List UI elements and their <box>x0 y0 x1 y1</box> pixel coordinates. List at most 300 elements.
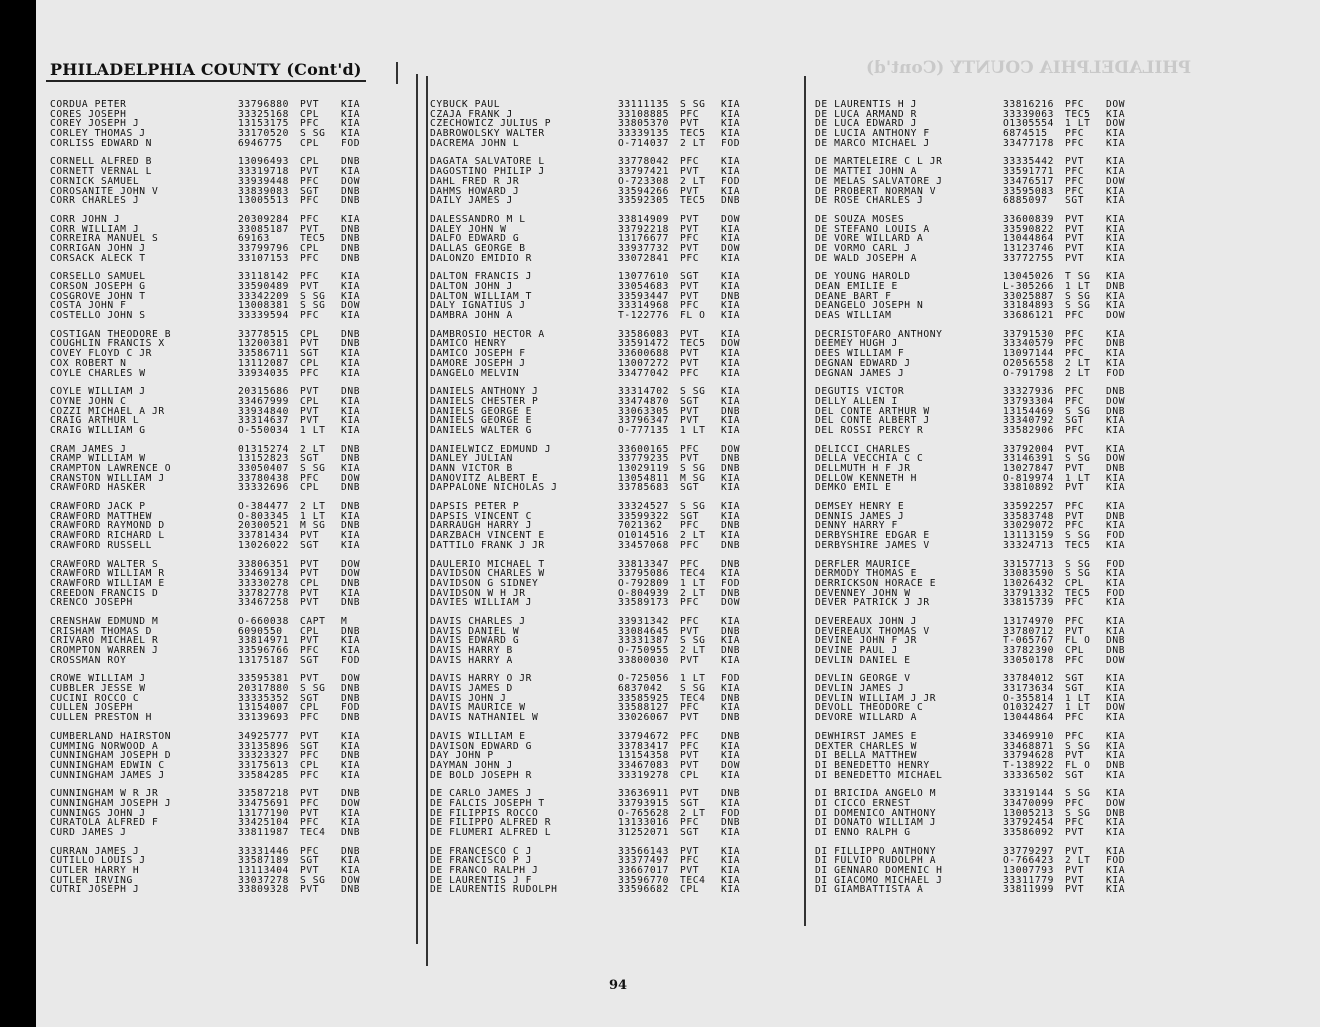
entry-rank: S SG <box>680 386 706 398</box>
entry-status: FOD <box>721 175 741 187</box>
entry-name: CURATOLA ALFRED F <box>50 817 159 829</box>
entry-rank: 2 LT <box>680 530 706 542</box>
entry-rank: S SG <box>300 290 326 302</box>
entry-rank: S SG <box>300 683 326 695</box>
entry-name: CRIVARO MICHAEL R <box>50 635 159 647</box>
entry-rank: SGT <box>300 348 320 360</box>
entry-serial: 20317880 <box>238 683 290 695</box>
entry-rank: 1 LT <box>1065 281 1091 292</box>
entry-serial: 13008381 <box>238 300 290 312</box>
entry-status: M <box>341 615 348 627</box>
entry-name: DEGNAN JAMES J <box>815 367 905 379</box>
entry-name: CULLEN PRESTON H <box>50 712 153 724</box>
entry-status: DNB <box>341 692 361 704</box>
entry-serial: 33323327 <box>238 750 290 762</box>
entry-serial: 33586092 <box>1003 827 1055 838</box>
entry-name: DAY JOHN P <box>430 750 494 762</box>
entry-rank: PVT <box>300 597 320 609</box>
entry-rank: 1 LT <box>1065 472 1091 484</box>
entry-name: DE YOUNG HAROLD <box>815 271 911 283</box>
entry-serial: 69163 <box>238 233 270 245</box>
entry-status: KIA <box>341 118 361 130</box>
entry-rank: PFC <box>300 310 320 322</box>
entry-name: COZZI MICHAEL A JR <box>50 405 165 417</box>
entry-rank: PFC <box>1065 712 1085 724</box>
entry-rank: PVT <box>1065 827 1085 838</box>
entry-serial: 33799796 <box>238 242 290 254</box>
entry-rank: PVT <box>1065 463 1085 474</box>
entry-rank: 2 LT <box>680 137 706 149</box>
entry-status: KIA <box>721 424 741 436</box>
entry-status: DOW <box>341 797 361 809</box>
entry-rank: SGT <box>300 740 320 752</box>
entry-rank: PFC <box>300 213 320 225</box>
entry-status: DNB <box>1106 759 1126 771</box>
entry-name: COSTIGAN THEODORE B <box>50 328 172 340</box>
entry-name: DEVOLL THEODORE C <box>815 702 924 714</box>
entry-name: DAVIS JOHN J <box>430 692 507 704</box>
entry-rank: PVT <box>300 281 320 292</box>
entry-name: DANIELS ANTHONY J <box>430 386 539 398</box>
entry-rank: TEC5 <box>300 233 326 245</box>
entry-name: CORRIGAN JOHN J <box>50 242 146 254</box>
entry-status: KIA <box>721 281 741 292</box>
entry-status: KIA <box>721 118 741 130</box>
entry-name: CUMBERLAND HAIRSTON <box>50 730 172 742</box>
entry-serial: 33590489 <box>238 281 290 292</box>
entry-name: DAHL FRED R JR <box>430 175 520 187</box>
entry-status: DNB <box>341 185 361 197</box>
entry-rank: 2 LT <box>680 645 706 656</box>
entry-name: DAVIS NATHANIEL W <box>430 712 539 724</box>
entry-status: DNB <box>1106 463 1126 474</box>
entry-status: DNB <box>721 692 741 704</box>
entry-rank: PVT <box>300 99 320 110</box>
entry-rank: PVT <box>1065 884 1085 896</box>
entry-status: KIA <box>1106 673 1126 685</box>
entry-status: KIA <box>1106 185 1126 197</box>
entry-name: DENNY HARRY F <box>815 520 898 532</box>
entry-rank: SGT <box>300 855 320 867</box>
entry-serial: 13077610 <box>618 271 670 283</box>
entry-status: KIA <box>721 635 741 647</box>
entry-name: COREY JOSEPH J <box>50 118 140 130</box>
entry-serial: 33111135 <box>618 99 670 110</box>
entry-name: DEAN EMILIE E <box>815 281 898 292</box>
entry-status: KIA <box>341 539 361 551</box>
entry-rank: CPL <box>300 242 320 254</box>
entry-serial: O-750955 <box>618 645 670 656</box>
entry-name: DELLA VECCHIA C C <box>815 453 924 465</box>
entry-name: DAVIDSON W H JR <box>430 587 526 599</box>
entry-rank: PVT <box>1065 156 1085 168</box>
entry-status: KIA <box>1106 166 1126 178</box>
entry-name: DALLAS GEORGE B <box>430 242 526 254</box>
entry-name: DEL ROSSI PERCY R <box>815 424 924 436</box>
entry-rank: PVT <box>680 788 700 800</box>
entry-serial: 33319718 <box>238 166 290 178</box>
entry-rank: PFC <box>300 845 320 857</box>
entry-rank: SGT <box>300 185 320 197</box>
entry-rank: S SG <box>300 463 326 474</box>
entry-status: KIA <box>721 884 741 896</box>
entry-rank: PVT <box>300 635 320 647</box>
entry-name: DE LAURENTIS H J <box>815 99 918 110</box>
entry-status: KIA <box>1106 615 1126 627</box>
entry-status: DNB <box>341 482 361 494</box>
entry-name: CORDUA PETER <box>50 99 127 110</box>
entry-serial: 13154358 <box>618 750 670 762</box>
entry-name: DANOVITZ ALBERT E <box>430 472 539 484</box>
entry-serial: 33327936 <box>1003 386 1055 398</box>
entry-rank: PVT <box>680 185 700 197</box>
title-rule <box>396 62 398 84</box>
entry-name: DEMKO EMIL E <box>815 482 892 494</box>
entry-rank: S SG <box>300 128 326 140</box>
entry-status: KIA <box>1106 348 1126 360</box>
entry-status: FOD <box>1106 367 1126 379</box>
entry-rank: SGT <box>680 797 700 809</box>
entry-rank: PFC <box>680 156 700 168</box>
entry-rank: 1 LT <box>680 673 706 685</box>
entry-rank: PFC <box>1065 520 1085 532</box>
entry-name: CRENCO JOSEPH <box>50 597 133 609</box>
entry-name: CROWE WILLIAM J <box>50 673 146 685</box>
entry-serial: 13044864 <box>1003 233 1055 245</box>
entry-status: KIA <box>721 310 741 322</box>
entry-serial: 33342209 <box>238 290 290 302</box>
entry-rank: PVT <box>300 568 320 580</box>
entry-status: KIA <box>1106 712 1126 724</box>
entry-name: CRAWFORD RICHARD L <box>50 530 165 542</box>
entry-serial: O-725056 <box>618 673 670 685</box>
entry-serial: 33797421 <box>618 166 670 178</box>
entry-rank: PFC <box>1065 185 1085 197</box>
entry-status: KIA <box>721 482 741 494</box>
entry-status: KIA <box>1106 357 1126 369</box>
entry-status: DNB <box>341 453 361 465</box>
entry-name: DAVISON EDWARD G <box>430 740 533 752</box>
entry-name: DEVINE JOHN F JR <box>815 635 918 647</box>
entry-name: DAMICO JOSEPH F <box>430 348 526 360</box>
entry-name: DERBYSHIRE JAMES V <box>815 539 930 551</box>
entry-name: DATTILO FRANK J JR <box>430 539 545 551</box>
entry-name: DALONZO EMIDIO R <box>430 252 533 264</box>
entry-name: DELLMUTH H F JR <box>815 463 911 474</box>
entry-name: DEANGELO JOSEPH N <box>815 300 924 312</box>
entry-name: DAVIS CHARLES J <box>430 615 526 627</box>
entry-rank: CPL <box>680 769 700 781</box>
entry-status: KIA <box>721 108 741 120</box>
entry-rank: 2 LT <box>1065 855 1091 867</box>
entry-name: DEGNAN EDWARD J <box>815 357 911 369</box>
entry-rank: SGT <box>300 654 320 666</box>
entry-name: DAPSIS VINCENT C <box>430 510 533 522</box>
entry-serial: O-766423 <box>1003 855 1055 867</box>
entry-serial: 33785683 <box>618 482 670 494</box>
entry-rank: TEC5 <box>680 338 706 350</box>
entry-serial: 33587189 <box>238 855 290 867</box>
entry-name: DI GIACOMO MICHAEL J <box>815 874 943 886</box>
entry-rank: PVT <box>680 242 700 254</box>
entry-status: DOW <box>341 673 361 685</box>
entry-name: DE FLUMERI ALFRED L <box>430 827 552 838</box>
entry-status: DOW <box>1106 453 1126 465</box>
entry-rank: 1 LT <box>1065 702 1091 714</box>
entry-rank: CPL <box>300 702 320 714</box>
entry-name: DAVIS HARRY O JR <box>430 673 533 685</box>
entry-rank: CPL <box>300 395 320 407</box>
entry-name: DANIELS CHESTER P <box>430 395 539 407</box>
entry-name: DI CICCO ERNEST <box>815 797 911 809</box>
entry-name: DARRAUGH HARRY J <box>430 520 533 532</box>
entry-name: CORLISS EDWARD N <box>50 137 153 149</box>
entry-serial: T-122776 <box>618 310 670 322</box>
entry-serial: 33811987 <box>238 827 290 838</box>
entry-rank: CPL <box>300 108 320 120</box>
entry-status: KIA <box>721 510 741 522</box>
entry-serial: 6837042 <box>618 683 663 695</box>
entry-status: KIA <box>341 730 361 742</box>
entry-rank: PFC <box>680 443 700 455</box>
entry-status: DOW <box>721 443 741 455</box>
entry-name: COYLE WILLIAM J <box>50 386 146 398</box>
entry-rank: S SG <box>1065 300 1091 312</box>
entry-rank: PFC <box>1065 597 1085 609</box>
entry-rank: PVT <box>300 166 320 178</box>
entry-status: DOW <box>341 175 361 187</box>
entry-rank: PFC <box>1065 501 1085 513</box>
entry-rank: SGT <box>1065 683 1085 695</box>
entry-name: COX ROBERT N <box>50 357 127 369</box>
entry-status: KIA <box>1106 108 1126 120</box>
entry-name: DAVIS DANIEL W <box>430 625 520 637</box>
entry-serial: O-384477 <box>238 501 290 513</box>
entry-status: DNB <box>721 817 741 829</box>
entry-status: DOW <box>1106 99 1126 110</box>
entry-status: DNB <box>341 683 361 695</box>
entry-status: KIA <box>341 99 361 110</box>
entry-name: CRAWFORD HASKER <box>50 482 146 494</box>
entry-name: CUNNINGS JOHN J <box>50 807 146 819</box>
entry-status: FOD <box>721 673 741 685</box>
entry-serial: 33636911 <box>618 788 670 800</box>
entry-serial: 33314637 <box>238 415 290 427</box>
entry-rank: 2 LT <box>680 807 706 819</box>
entry-rank: PFC <box>1065 395 1085 407</box>
entry-status: KIA <box>341 310 361 322</box>
entry-serial: O2056558 <box>1003 357 1055 369</box>
bleed-through-title: PHILADELPHIA COUNTY (Cont'd) <box>866 58 1192 78</box>
entry-rank: S SG <box>1065 453 1091 465</box>
entry-rank: PFC <box>300 769 320 781</box>
entry-serial: 33063305 <box>618 405 670 417</box>
entry-name: CORNETT VERNAL L <box>50 166 153 178</box>
entry-status: KIA <box>721 252 741 264</box>
entry-name: DANIELS GEORGE E <box>430 405 533 417</box>
entry-name: DEVORE WILLARD A <box>815 712 918 724</box>
entry-serial: 33314702 <box>618 386 670 398</box>
entry-serial: 33592305 <box>618 195 670 207</box>
entry-name: CREEDON FRANCIS D <box>50 587 159 599</box>
entry-serial: 13177190 <box>238 807 290 819</box>
entry-serial: 33146391 <box>1003 453 1055 465</box>
entry-rank: S SG <box>1065 558 1091 570</box>
entry-rank: PVT <box>300 405 320 417</box>
entry-serial: 33331446 <box>238 845 290 857</box>
entry-rank: PFC <box>680 615 700 627</box>
entry-serial: 33324527 <box>618 501 670 513</box>
entry-serial: O-791798 <box>1003 367 1055 379</box>
entry-status: DNB <box>341 750 361 762</box>
entry-status: KIA <box>1106 730 1126 742</box>
entry-rank: PVT <box>680 223 700 235</box>
entry-rank: PVT <box>1065 625 1085 637</box>
entry-rank: M SG <box>680 472 706 484</box>
entry-name: DE FRANCO RALPH J <box>430 865 539 877</box>
entry-serial: 33594266 <box>618 185 670 197</box>
entry-status: KIA <box>341 166 361 178</box>
entry-status: DNB <box>341 386 361 398</box>
entry-rank: CPL <box>300 328 320 340</box>
entry-serial: 13154007 <box>238 702 290 714</box>
entry-status: KIA <box>1106 424 1126 436</box>
entry-serial: 33467999 <box>238 395 290 407</box>
entry-rank: TEC4 <box>680 568 706 580</box>
entry-name: CRAWFORD JACK P <box>50 501 146 513</box>
entry-serial: O-803345 <box>238 510 290 522</box>
entry-name: DALESSANDRO M L <box>430 213 526 225</box>
entry-serial: 33591472 <box>618 338 670 350</box>
entry-status: KIA <box>721 233 741 245</box>
entry-status: KIA <box>1106 817 1126 829</box>
entry-serial: 33474870 <box>618 395 670 407</box>
entry-rank: CPL <box>1065 645 1085 656</box>
entry-serial: 33457068 <box>618 539 670 551</box>
entry-serial: 33336502 <box>1003 769 1055 781</box>
entry-serial: 13026432 <box>1003 577 1055 589</box>
entry-serial: 13007272 <box>618 357 670 369</box>
entry-rank: CPL <box>680 884 700 896</box>
entry-status: KIA <box>1106 827 1126 838</box>
entry-status: KIA <box>721 750 741 762</box>
entry-serial: T-138922 <box>1003 759 1055 771</box>
entry-rank: PVT <box>680 348 700 360</box>
entry-status: KIA <box>721 827 741 838</box>
entry-rank: M SG <box>300 520 326 532</box>
entry-name: DERMODY THOMAS E <box>815 568 918 580</box>
entry-serial: 13153175 <box>238 118 290 130</box>
entry-name: CUNNINGHAM JAMES J <box>50 769 165 781</box>
entry-rank: PFC <box>1065 99 1085 110</box>
page-title: PHILADELPHIA COUNTY (Cont'd) <box>46 60 366 82</box>
entry-serial: 33795086 <box>618 568 670 580</box>
entry-serial: 33805370 <box>618 118 670 130</box>
entry-serial: O1032427 <box>1003 702 1055 714</box>
entry-serial: O-765628 <box>618 807 670 819</box>
entry-rank: PFC <box>680 108 700 120</box>
entry-serial: 33470099 <box>1003 797 1055 809</box>
entry-name: DE FRANCESCO C J <box>430 845 533 857</box>
entry-status: KIA <box>1106 683 1126 695</box>
entry-status: DNB <box>721 453 741 465</box>
entry-status: DNB <box>341 845 361 857</box>
entry-serial: 33072841 <box>618 252 670 264</box>
entry-serial: 33793915 <box>618 797 670 809</box>
entry-status: KIA <box>1106 482 1126 494</box>
entry-rank: PFC <box>1065 817 1085 829</box>
entry-rank: S SG <box>1065 530 1091 542</box>
entry-name: CRANSTON WILLIAM J <box>50 472 165 484</box>
entry-name: DEES WILLIAM F <box>815 348 905 360</box>
entry-status: KIA <box>721 855 741 867</box>
entry-serial: 33589173 <box>618 597 670 609</box>
entry-rank: PVT <box>680 845 700 857</box>
entry-rank: PFC <box>300 118 320 130</box>
entry-name: DANIELS WALTER G <box>430 424 533 436</box>
entry-status: KIA <box>1106 415 1126 427</box>
entry-name: DAULERIO MICHAEL T <box>430 558 545 570</box>
entry-status: KIA <box>1106 769 1126 781</box>
entry-name: DALY IGNATIUS J <box>430 300 526 312</box>
entry-name: COUGHLIN FRANCIS X <box>50 338 165 350</box>
entry-name: CUMMING NORWOOD A <box>50 740 159 752</box>
entry-rank: 1 LT <box>300 510 326 522</box>
entry-status: DNB <box>721 463 741 474</box>
entry-rank: PVT <box>300 530 320 542</box>
entry-status: KIA <box>1106 128 1126 140</box>
entry-serial: 13027847 <box>1003 463 1055 474</box>
entry-serial: 13113159 <box>1003 530 1055 542</box>
entry-serial: 33591771 <box>1003 166 1055 178</box>
entry-serial: 13005513 <box>238 195 290 207</box>
entry-rank: PFC <box>300 645 320 656</box>
entry-status: KIA <box>721 769 741 781</box>
entry-name: CORSELLO SAMUEL <box>50 271 146 283</box>
entry-rank: 1 LT <box>300 424 326 436</box>
entry-serial: 13133016 <box>618 817 670 829</box>
entry-rank: PFC <box>680 817 700 829</box>
entry-rank: CPL <box>300 137 320 149</box>
entry-rank: PVT <box>680 750 700 762</box>
entry-serial: O-804939 <box>618 587 670 599</box>
entry-serial: 33311779 <box>1003 874 1055 886</box>
entry-name: DAMORE JOSEPH J <box>430 357 526 369</box>
entry-status: FOD <box>341 137 361 149</box>
entry-status: KIA <box>721 472 741 484</box>
entry-serial: 13200381 <box>238 338 290 350</box>
entry-serial: 33794628 <box>1003 750 1055 762</box>
entry-name: CRAM JAMES J <box>50 443 127 455</box>
entry-serial: 33339063 <box>1003 108 1055 120</box>
entry-serial: 33792218 <box>618 223 670 235</box>
entry-rank: PFC <box>680 730 700 742</box>
entry-status: KIA <box>341 405 361 417</box>
entry-status: KIA <box>341 855 361 867</box>
entry-name: COSTELLO JOHN S <box>50 310 146 322</box>
entry-rank: SGT <box>1065 673 1085 685</box>
entry-rank: SGT <box>1065 769 1085 781</box>
entry-name: CORSACK ALECK T <box>50 252 146 264</box>
entry-name: DABROWOLSKY WALTER <box>430 128 545 140</box>
entry-rank: SGT <box>680 827 700 838</box>
entry-rank: S SG <box>1065 788 1091 800</box>
entry-serial: 33931342 <box>618 615 670 627</box>
entry-serial: 33772755 <box>1003 252 1055 264</box>
entry-status: DNB <box>1106 510 1126 522</box>
entry-status: DNB <box>341 338 361 350</box>
entry-status: DNB <box>1106 338 1126 350</box>
